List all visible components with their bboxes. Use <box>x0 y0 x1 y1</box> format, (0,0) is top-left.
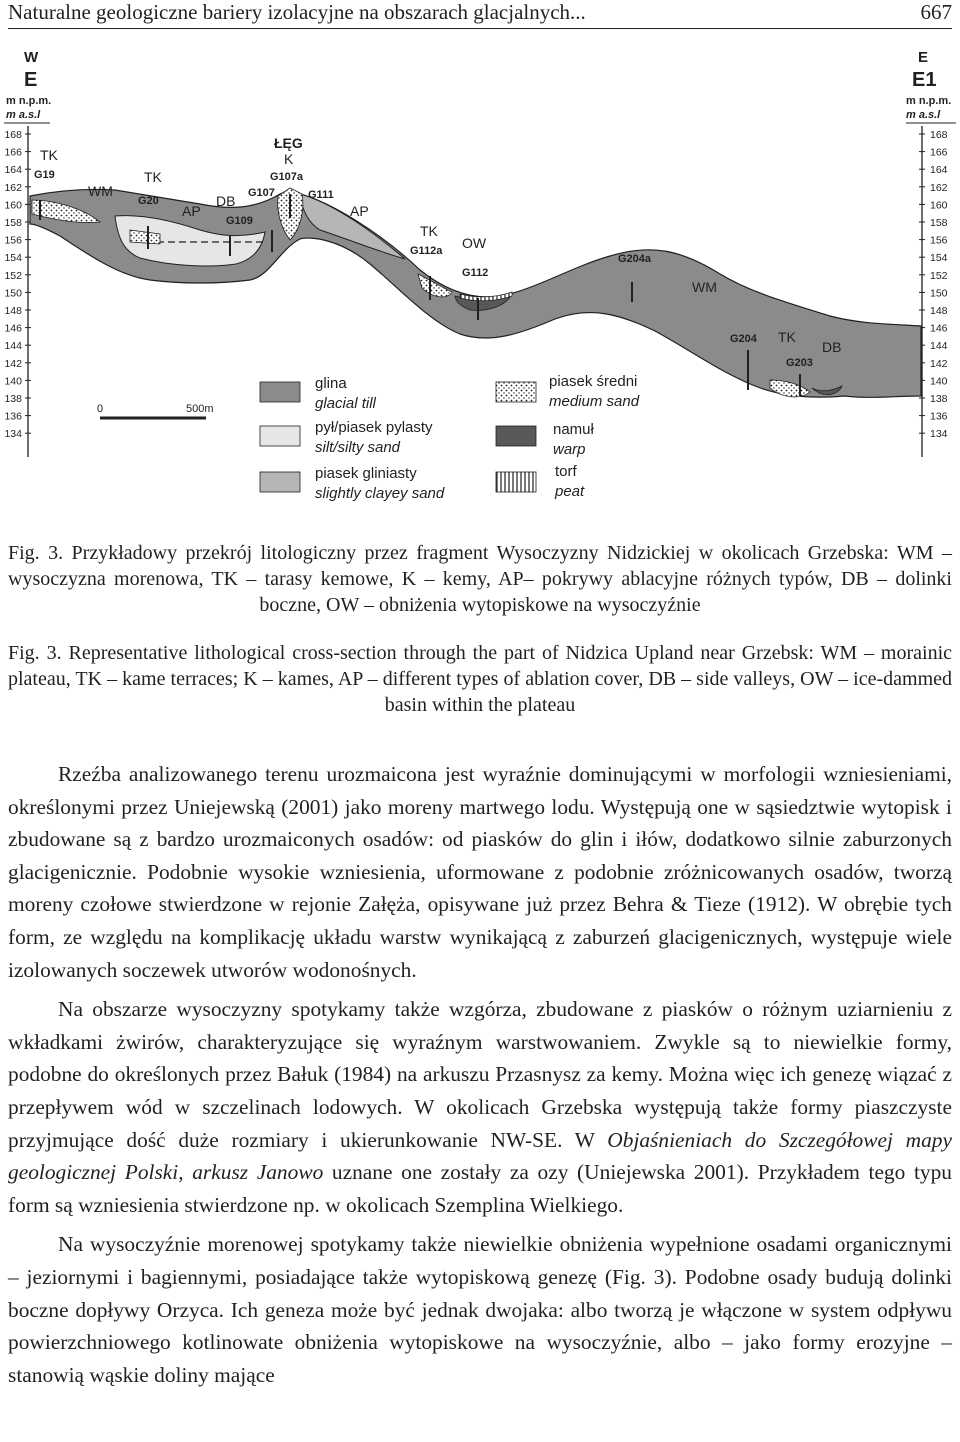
right-tick-label: 152 <box>930 269 948 282</box>
label-g204: G204 <box>730 333 757 345</box>
left-axis-direction: W <box>24 49 39 66</box>
left-tick-label: 138 <box>4 393 22 405</box>
label-g204a: G204a <box>618 253 652 265</box>
label-g107a: G107a <box>270 171 304 183</box>
label-ap1: AP <box>182 203 201 219</box>
label-g109: G109 <box>226 215 253 227</box>
label-ap2: AP <box>350 203 369 219</box>
right-tick-label: 138 <box>930 393 948 405</box>
right-tick-label: 146 <box>930 322 948 335</box>
page-number: 667 <box>920 0 952 24</box>
legend-medium-sand-pl: piasek średni <box>549 373 638 390</box>
right-tick-label: 158 <box>930 217 948 229</box>
label-tk3: TK <box>420 223 438 239</box>
left-axis-ticks <box>4 129 31 440</box>
body-text <box>8 758 952 1391</box>
label-k: K <box>284 151 294 167</box>
paragraph-2-part-e: uznane one zostały za ozy (Uniejewska 2001). Przykładem tego typu form są wzniesienia stwierdzone np. w okolicach Szemplina Wielkiego. <box>8 1160 952 1217</box>
label-g107: G107 <box>248 187 275 199</box>
legend-swatch-silt <box>260 426 300 446</box>
paragraph-2-sheet-italic: arkusz Janowo <box>192 1160 324 1185</box>
right-axis-unit-en: m a.s.l <box>906 109 941 121</box>
right-tick-label: 148 <box>930 305 948 317</box>
left-axis-point: E <box>24 69 38 91</box>
legend-silt-en: silt/silty sand <box>315 439 401 456</box>
left-tick-label: 156 <box>4 234 22 247</box>
right-tick-label: 164 <box>930 164 948 177</box>
scale-start: 0 <box>97 403 104 415</box>
right-axis-point: E1 <box>912 69 937 91</box>
legend-silt-pl: pył/piasek pylasty <box>315 419 433 436</box>
cross-section-figure <box>0 44 960 514</box>
right-axis-ticks <box>919 129 948 440</box>
right-tick-label: 140 <box>930 375 948 388</box>
left-tick-label: 166 <box>4 146 22 159</box>
left-tick-label: 134 <box>4 428 22 441</box>
label-wm2: WM <box>692 279 717 295</box>
label-tk2: TK <box>144 169 162 185</box>
right-axis-header <box>906 49 951 121</box>
paragraph-2-part-a: Na obszarze wysoczyzny spotykamy także wzgórza, zbudowane z piasków o różnym uziarnieniu z wkładkami żwirów, charakteryzujące się wyraźnym warstwowaniem. Zwykle są to niewielkie formy, podobne do określonych przez Bałuk (1984) na arkuszu Przasnysz za kemy. Można więc ich genezę wiązać z przepływem wód w szczelinach lodowych. W okolicach Grzebska występują także formy piaszczyste przyjmujące dość duże rozmiary i ukierunkowanie NW-SE. W <box>8 997 952 1152</box>
paragraph-1: Rzeźba analizowanego terenu urozmaicona jest wyraźnie dominującymi w morfologii wzniesieniami, określonymi przez Uniejewską (2001) jako moreny martwego lodu. Występują one w sąsiedztwie wytopisk i zbudowane są z bardzo urozmaiconych osadów: od piasków do glin i iłów, dodatkowo silnie zaburzonych glacigenicznie. Podobnie wysokie wzniesienia, uformowane z podobnie zróżnicowanych osadów, tworzą moreny czołowe stwierdzone w rejonie Załęża, opisywane już przez Behra & Tieze (1912). W obrębie tych form, ze względu na komplikację układu warstw wynikającą z zaburzeń glacigenicznych, występuje wiele izolowanych soczewek utworów wodonośnych. <box>8 762 952 982</box>
right-tick-label: 144 <box>930 340 948 353</box>
right-tick-label: 162 <box>930 181 948 194</box>
label-g112: G112 <box>462 267 489 279</box>
legend-peat-pl: torf <box>555 463 577 480</box>
running-header <box>8 0 952 29</box>
right-axis-direction: E <box>918 49 929 66</box>
legend-swatch-warp <box>496 426 536 446</box>
left-tick-label: 160 <box>4 199 22 212</box>
right-tick-label: 160 <box>930 199 948 212</box>
legend-warp-en: warp <box>553 441 586 458</box>
legend-till-pl: glina <box>315 375 347 392</box>
right-tick-label: 168 <box>930 129 948 141</box>
label-ow: OW <box>462 235 487 251</box>
legend-swatch-till <box>260 382 300 402</box>
legend-swatch-clayey-sand <box>260 472 300 492</box>
left-tick-label: 140 <box>4 375 22 388</box>
legend-peat-en: peat <box>555 483 585 500</box>
label-db1: DB <box>216 193 236 209</box>
label-g203: G203 <box>786 357 813 369</box>
left-tick-label: 168 <box>4 129 22 141</box>
left-axis-unit-pl: m n.p.m. <box>6 95 52 107</box>
right-tick-label: 136 <box>930 410 948 423</box>
scale-end: 500m <box>186 403 214 415</box>
right-tick-label: 134 <box>930 428 948 441</box>
label-tk1: TK <box>40 147 58 163</box>
label-g20: G20 <box>138 195 159 207</box>
legend-warp-pl: namuł <box>553 421 594 438</box>
left-tick-label: 146 <box>4 322 22 335</box>
right-tick-label: 150 <box>930 287 948 300</box>
caption-pl-text: Przykładowy przekrój litologiczny przez fragment Wysoczyzny Nidzickiej w okolicach Grzebska: WM – wysoczyzna morenowa, TK – tarasy kemowe, K – kemy, AP– pokrywy ablacyjne różnych typów, DB – dolinki boczne, OW – obniżenia wytopiskowe na wysoczyźnie <box>8 542 952 616</box>
legend <box>260 373 640 502</box>
paragraph-2 <box>8 993 952 1221</box>
caption-en-label: Fig. 3. <box>8 642 62 664</box>
label-db2: DB <box>822 339 842 355</box>
left-tick-label: 154 <box>4 252 22 265</box>
left-tick-label: 158 <box>4 217 22 229</box>
left-axis-unit-en: m a.s.l <box>6 109 41 121</box>
left-tick-label: 148 <box>4 305 22 317</box>
left-tick-label: 144 <box>4 340 22 353</box>
legend-clayey-sand-pl: piasek gliniasty <box>315 465 417 482</box>
figure-caption-pl <box>8 540 952 618</box>
figure-caption-en <box>8 640 952 718</box>
legend-clayey-sand-en: slightly clayey sand <box>315 485 445 502</box>
label-leg: ŁĘG <box>274 135 303 151</box>
label-g19: G19 <box>34 169 55 181</box>
label-tk4: TK <box>778 329 796 345</box>
paragraph-2-part-c: , <box>178 1160 193 1185</box>
left-tick-label: 150 <box>4 287 22 300</box>
legend-medium-sand-en: medium sand <box>549 393 640 410</box>
right-axis-unit-pl: m n.p.m. <box>906 95 952 107</box>
left-tick-label: 142 <box>4 357 22 370</box>
paragraph-2-title-italic: Objaśnieniach do Szczegółowej mapy geologicznej Polski <box>8 1127 952 1185</box>
caption-en-text: Representative lithological cross-section through the part of Nidzica Upland near Grzebsk: WM – morainic plateau, TK – kame terraces; K – kames, AP – different types of ablation cover, DB – side valleys, OW – ice-dammed basin within the plateau <box>8 642 953 716</box>
running-title: Naturalne geologiczne bariery izolacyjne na obszarach glacjalnych... <box>8 0 586 24</box>
label-g111: G111 <box>308 189 334 201</box>
right-tick-label: 154 <box>930 252 948 265</box>
label-wm1: WM <box>88 183 113 199</box>
left-tick-label: 162 <box>4 181 22 194</box>
legend-till-en: glacial till <box>315 395 376 412</box>
scale-bar <box>97 403 214 418</box>
paragraph-3: Na wysoczyźnie morenowej spotykamy także niewielkie obniżenia wypełnione osadami organicznymi – jeziornymi i bagiennymi, posiadające także wytopiskową genezę (Fig. 3). Podobne osady budują dolinki boczne dopływy Orzyca. Ich geneza może być jednak dwojaka: albo tworzą je włączone w system odpływu powierzchniowego kotlinowate obniżenia wytopiskowe na wysoczyźnie, albo – jako formy erozyjne – stanowią wąskie doliny mające <box>8 1232 952 1387</box>
left-tick-label: 152 <box>4 269 22 282</box>
label-g112a: G112a <box>410 245 443 257</box>
legend-swatch-peat <box>496 472 536 492</box>
left-tick-label: 164 <box>4 164 22 177</box>
left-tick-label: 136 <box>4 410 22 423</box>
left-axis-header <box>6 49 51 121</box>
legend-swatch-medium-sand <box>496 382 536 402</box>
right-tick-label: 166 <box>930 146 948 159</box>
right-tick-label: 142 <box>930 357 948 370</box>
right-tick-label: 156 <box>930 234 948 247</box>
caption-pl-label: Fig. 3. <box>8 542 64 564</box>
